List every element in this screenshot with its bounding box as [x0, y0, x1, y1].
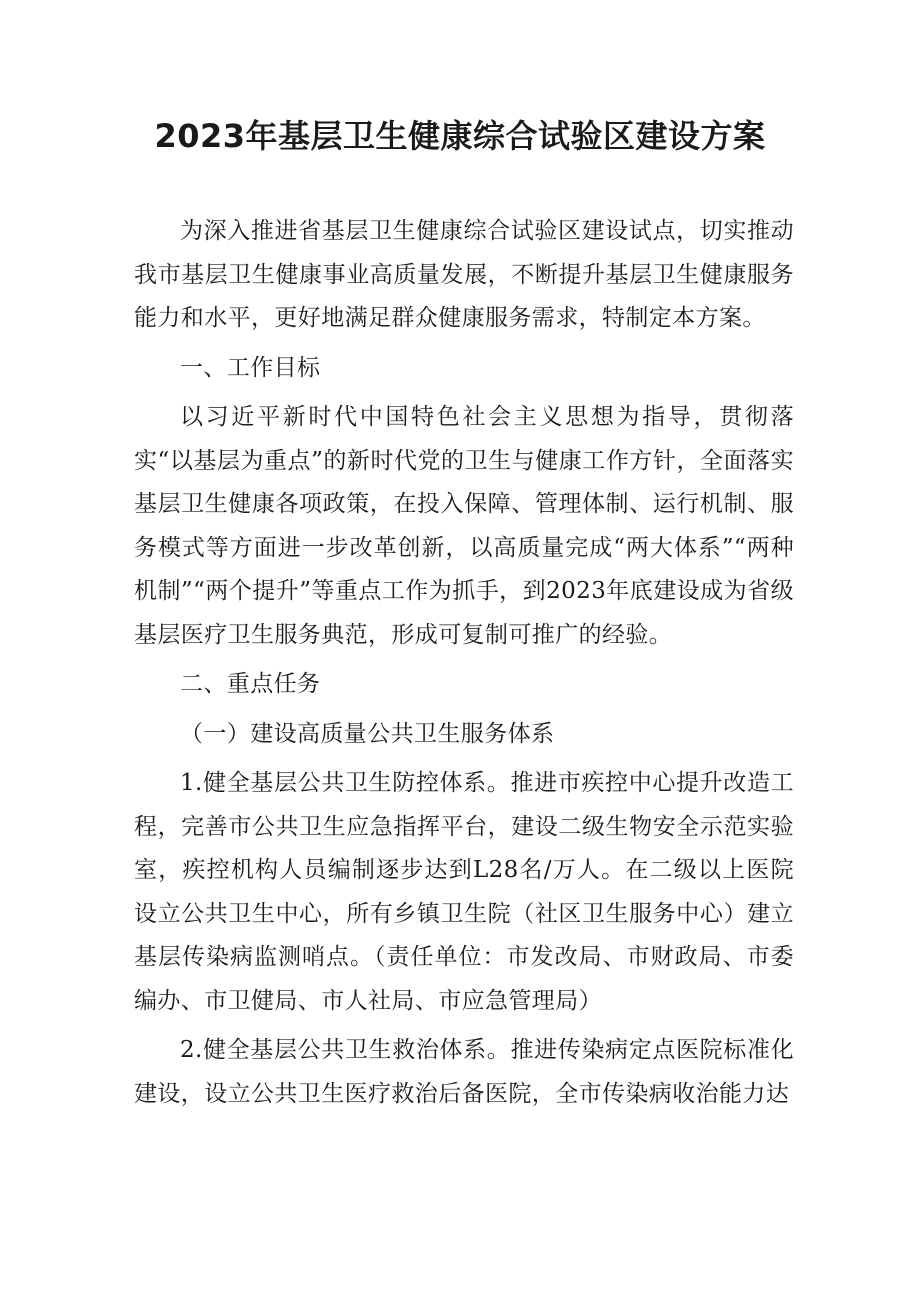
- document-body: [134, 210, 794, 1116]
- section-heading-goals: 一、工作目标: [180, 354, 321, 381]
- goals-paragraph: 以习近平新时代中国特色社会主义思想为指导，贯彻落实“以基层为重点”的新时代党的卫生与健康工作方针，全面落实基层卫生健康各项政策，在投入保障、管理体制、运行机制、服务模式等方面进一步改革创新，以高质量完成“两大体系”“两种机制”“两个提升”等重点工作为抓手，到2023年底建设成为省级基层医疗卫生服务典范，形成可复制可推广的经验。: [134, 404, 794, 648]
- document-title: 2023年基层卫生健康综合试验区建设方案: [154, 117, 766, 155]
- task-item-2: 2.健全基层公共卫生救治体系。推进传染病定点医院标准化建设，设立公共卫生医疗救治后备医院，全市传染病收治能力达: [134, 1037, 794, 1107]
- section-heading-tasks: 二、重点任务: [180, 671, 321, 697]
- task-item-1: 1.健全基层公共卫生防控体系。推进市疾控中心提升改造工程，完善市公共卫生应急指挥平台，建设二级生物安全示范实验室，疾控机构人员编制逐步达到L28名/万人。在二级以上医院设立公共卫生中心，所有乡镇卫生院（社区卫生服务中心）建立基层传染病监测哨点。（责任单位：市发改局、市财政局、市委编办、市卫健局、市人社局、市应急管理局）: [134, 770, 794, 1014]
- intro-paragraph: 为深入推进省基层卫生健康综合试验区建设试点，切实推动我市基层卫生健康事业高质量发展，不断提升基层卫生健康服务能力和水平，更好地满足群众健康服务需求，特制定本方案。: [134, 218, 794, 331]
- subsection-heading-public-health: （一）建设高质量公共卫生服务体系: [180, 720, 555, 747]
